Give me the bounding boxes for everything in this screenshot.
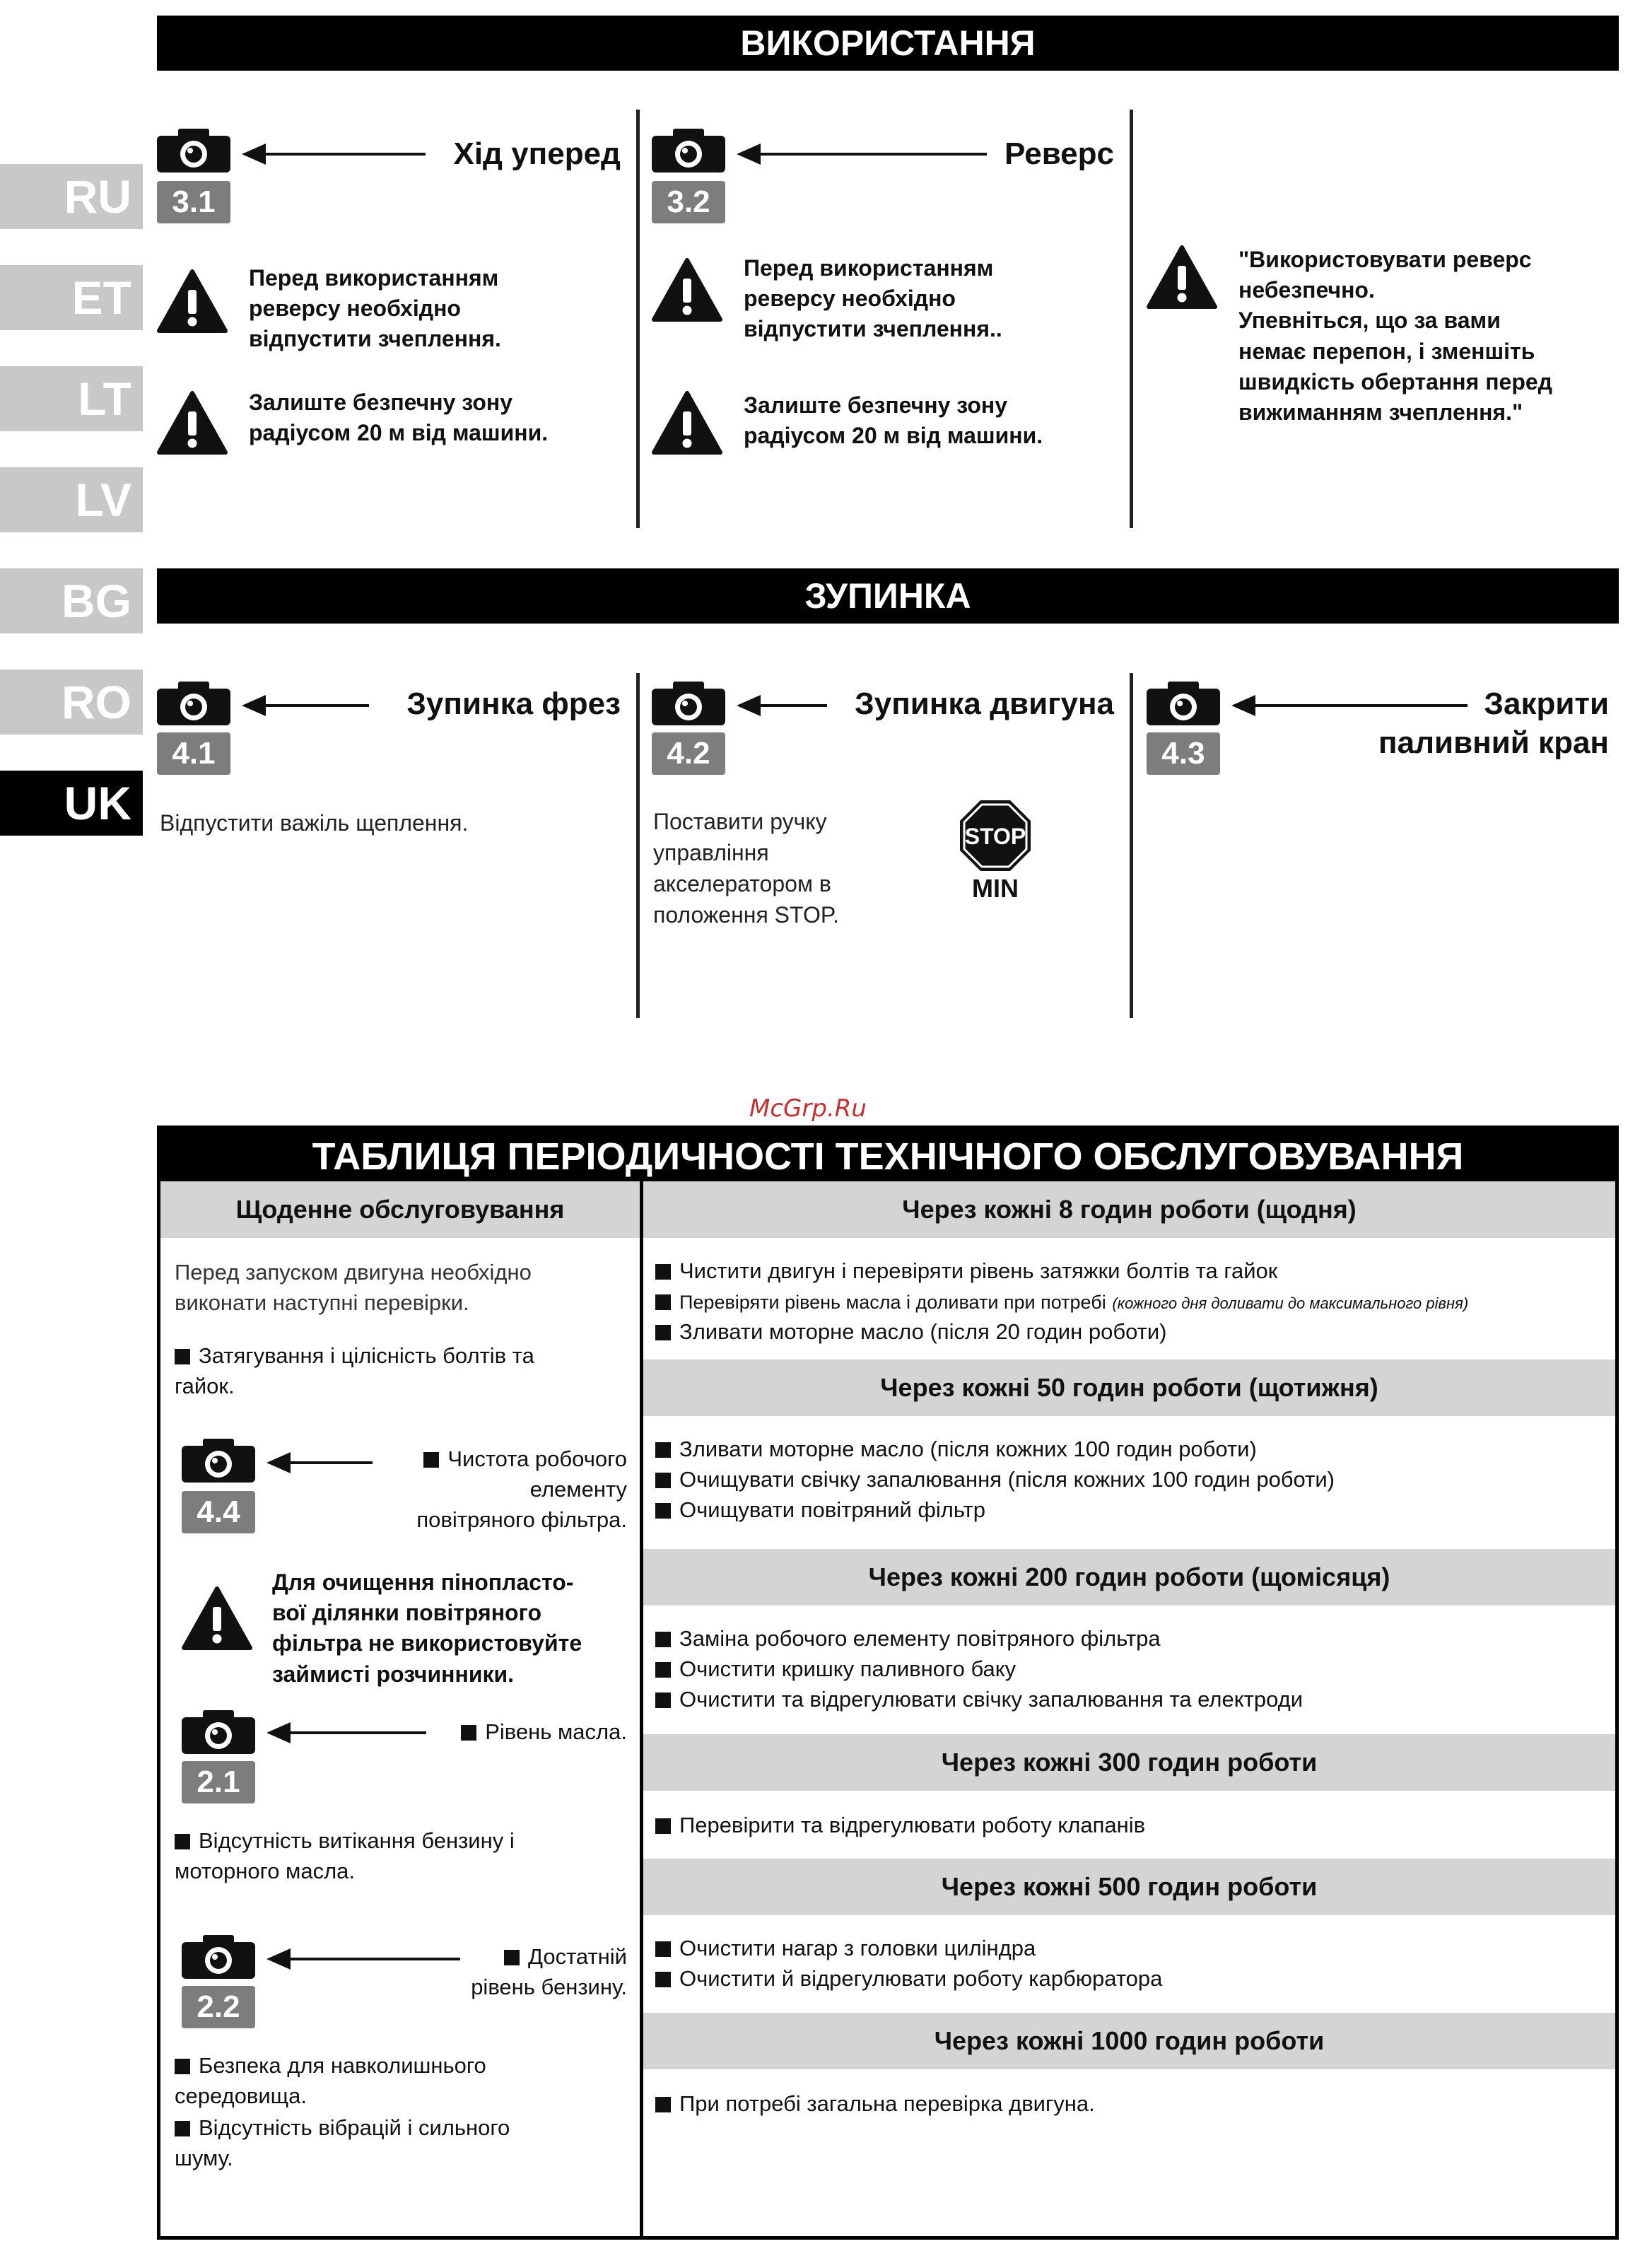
lang-tab-ru[interactable]: RU (0, 164, 143, 229)
warning-icon (652, 257, 722, 322)
bullet-square-icon (175, 2059, 190, 2074)
stop-sign-icon (959, 799, 1032, 872)
maintenance-table (157, 1126, 1619, 2240)
sign-caption-min: MIN (972, 874, 1019, 903)
stop-sign-label: STOP (964, 824, 1026, 849)
warning-icon (1147, 245, 1217, 310)
warning-text: Залиште безпечну зону радіусом 20 м від машини. (249, 390, 549, 446)
heading-stop-engine: Зупинка двигуна (855, 686, 1114, 721)
warning-text: Перед використанням реверсу необхідно відпустити зчеплення. (249, 265, 501, 352)
lang-tab-et[interactable]: ET (0, 265, 143, 330)
figure-ref: 4.3 (1147, 732, 1220, 775)
maintenance-item: Очистити й відрегулювати роботу карбюратора (655, 1964, 1610, 1994)
bullet-square-icon (655, 1692, 671, 1708)
maintenance-item: Очищувати повітряний фільтр (655, 1495, 1610, 1526)
camera-icon (182, 1439, 255, 1483)
heading-forward: Хід уперед (453, 136, 621, 171)
bullet-square-icon (655, 1503, 671, 1519)
bullet-square-icon (655, 2097, 671, 2112)
heading-reverse: Реверс (1004, 136, 1114, 171)
bullet-square-icon (423, 1452, 439, 1468)
arrow-left-icon (739, 704, 827, 707)
arrow-left-icon (739, 153, 987, 156)
maintenance-item: Очистити та відрегулювати свічку запалювання та електроди (655, 1685, 1610, 1715)
bullet-square-icon (655, 1941, 671, 1957)
watermark: McGrp.Ru (749, 1094, 867, 1123)
warning-icon (652, 390, 722, 455)
bullet-square-icon (655, 1325, 671, 1340)
warning-text: Залиште безпечну зону радіусом 20 м від машини. (744, 392, 1043, 449)
usage-section-title: ВИКОРИСТАННЯ (157, 16, 1619, 71)
maintenance-item: Чистити двигун і перевіряти рівень затяжки болтів та гайок (655, 1256, 1610, 1287)
maintenance-item: Очистити кришку паливного баку (655, 1654, 1610, 1685)
camera-icon (157, 129, 230, 173)
warning-icon (157, 390, 228, 455)
figure-ref: 2.2 (182, 1986, 255, 2028)
lang-tab-ro[interactable]: RO (0, 670, 143, 735)
maintenance-item: Зливати моторне масло (після 20 годин роботи) (655, 1317, 1610, 1347)
bullet-square-icon (175, 2121, 190, 2136)
figure-ref: 2.1 (182, 1761, 255, 1803)
column-divider (1130, 110, 1133, 528)
maintenance-item: Перевіряти рівень масла і доливати при потребі (кожного дня доливати до максимального рівня) (655, 1287, 1610, 1317)
warning-text-solvents: Для очищення пінопласто- вої ділянки повітряного фільтра не використовуйте займисті розчинники. (272, 1569, 582, 1687)
interval-items-300h (655, 1811, 1610, 1841)
daily-check-item: Затягування і цілісність болтів та гайок. (175, 1343, 534, 1398)
bullet-square-icon (655, 1632, 671, 1647)
daily-check-item: Відсутність витікання бензину і моторного масла. (175, 1828, 515, 1883)
column-divider (1130, 673, 1133, 1018)
bullet-square-icon (655, 1972, 671, 1987)
instruction-text: Поставити ручку управління акселератором в положення STOP. (653, 809, 839, 928)
bullet-square-icon (175, 1834, 190, 1849)
interval-header-50h: Через кожні 50 годин роботи (щотижня) (643, 1360, 1615, 1416)
daily-check-item: Відсутність вібрацій і сильного шуму. (175, 2115, 510, 2170)
figure-ref: 4.2 (652, 732, 725, 775)
interval-header-1000h: Через кожні 1000 годин роботи (643, 2013, 1615, 2069)
bullet-square-icon (655, 1264, 671, 1280)
bullet-square-icon (175, 1349, 190, 1364)
bullet-square-icon (655, 1662, 671, 1678)
lang-tab-lt[interactable]: LT (0, 366, 143, 431)
lang-tab-uk[interactable]: UK (0, 771, 143, 836)
maintenance-note: (кожного дня доливати до максимального рівня) (1112, 1294, 1469, 1312)
interval-header-300h: Через кожні 300 годин роботи (643, 1734, 1615, 1791)
arrow-left-icon (269, 1731, 426, 1734)
maintenance-item: При потребі загальна перевірка двигуна. (655, 2089, 1610, 2120)
daily-check-oil-level: Рівень масла. (429, 1717, 627, 1748)
daily-intro: Перед запуском двигуна необхідно виконати наступні перевірки. (175, 1260, 532, 1315)
figure-ref: 3.1 (157, 181, 230, 223)
column-divider (636, 110, 640, 528)
column-divider (636, 673, 640, 1018)
figure-ref: 4.1 (157, 732, 230, 775)
warning-text: Перед використанням реверсу необхідно відпустити зчеплення.. (744, 255, 1002, 342)
camera-icon (182, 1935, 255, 1979)
daily-check-air-filter: Чистота робочого елементу повітряного фільтра. (416, 1446, 627, 1532)
camera-icon (182, 1710, 255, 1754)
arrow-left-icon (245, 153, 426, 156)
bullet-square-icon (655, 1818, 671, 1834)
interval-header-8h: Через кожні 8 годин роботи (щодня) (643, 1181, 1615, 1238)
warning-icon (157, 269, 228, 334)
interval-items-1000h (655, 2089, 1610, 2120)
daily-maintenance-header: Щоденне обслуговування (160, 1181, 640, 1238)
daily-check-item: Безпека для навколишнього середовища. (175, 2053, 486, 2108)
warning-text-reverse-danger: "Використовувати реверс небезпечно. Упевніться, що за вами немає перепон, і зменшіть швидкість обертання перед вижиманням зчеплення." (1238, 247, 1552, 425)
camera-icon (157, 682, 230, 725)
lang-tab-bg[interactable]: BG (0, 568, 143, 633)
interval-items-8h (655, 1256, 1610, 1347)
arrow-left-icon (245, 704, 369, 707)
maintenance-item: Заміна робочого елементу повітряного фільтра (655, 1624, 1610, 1654)
maintenance-item: Перевірити та відрегулювати роботу клапанів (655, 1811, 1610, 1841)
bullet-square-icon (655, 1473, 671, 1488)
interval-header-500h: Через кожні 500 годин роботи (643, 1859, 1615, 1915)
warning-icon (182, 1586, 252, 1651)
bullet-square-icon (504, 1950, 520, 1965)
maintenance-item: Зливати моторне масло (після кожних 100 годин роботи) (655, 1434, 1610, 1465)
instruction-text: Відпустити важіль щеплення. (160, 810, 469, 836)
stop-section-title: ЗУПИНКА (157, 568, 1619, 624)
camera-icon (1147, 682, 1220, 725)
heading-stop-tillers: Зупинка фрез (406, 686, 621, 721)
bullet-square-icon (655, 1294, 671, 1310)
arrow-left-icon (269, 1958, 460, 1960)
arrow-left-icon (269, 1461, 373, 1464)
table-column-divider (640, 1181, 643, 2236)
interval-header-200h: Через кожні 200 годин роботи (щомісяця) (643, 1549, 1615, 1606)
camera-icon (652, 682, 725, 725)
interval-items-500h (655, 1934, 1610, 1994)
daily-check-fuel-level: Достатній рівень бензину. (471, 1944, 627, 1999)
interval-items-50h (655, 1434, 1610, 1525)
figure-ref: 4.4 (182, 1491, 255, 1533)
lang-tab-lv[interactable]: LV (0, 467, 143, 532)
bullet-square-icon (655, 1442, 671, 1458)
maintenance-table-title: ТАБЛИЦЯ ПЕРІОДИЧНОСТІ ТЕХНІЧНОГО ОБСЛУГОВУВАННЯ (160, 1129, 1615, 1181)
maintenance-item: Очищувати свічку запалювання (після кожних 100 годин роботи) (655, 1465, 1610, 1495)
figure-ref: 3.2 (652, 181, 725, 223)
heading-close-fuel-valve: Закрити паливний кран (1378, 686, 1609, 760)
maintenance-item: Очистити нагар з головки циліндра (655, 1934, 1610, 1964)
interval-items-200h (655, 1624, 1610, 1714)
camera-icon (652, 129, 725, 173)
bullet-square-icon (461, 1725, 476, 1741)
